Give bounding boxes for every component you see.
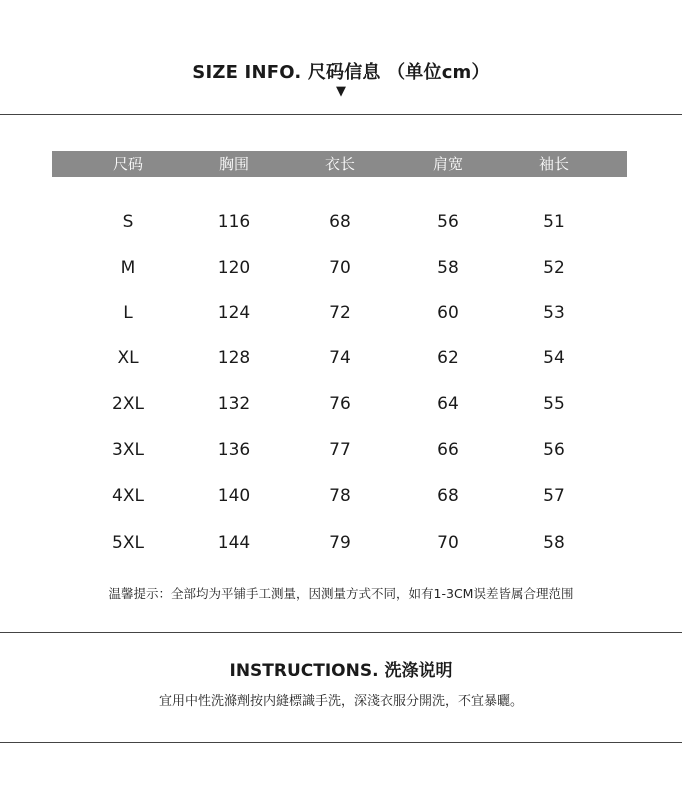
cell-chest: 136 [217, 440, 251, 460]
divider-top [0, 114, 682, 115]
cell-chest: 124 [217, 303, 251, 323]
measurement-note: 温馨提示：全部均为平铺手工测量，因测量方式不同，如有1-3CM误差皆属合理范围 [108, 586, 574, 601]
cell-shoulder: 68 [437, 486, 459, 506]
cell-sleeve: 53 [543, 303, 565, 323]
cell-shoulder: 58 [437, 258, 459, 278]
cell-shoulder: 62 [437, 348, 459, 368]
table-row [0, 438, 682, 462]
divider-bottom [0, 742, 682, 743]
cell-size: XL [117, 348, 139, 368]
cell-sleeve: 51 [543, 212, 565, 232]
cell-shoulder: 64 [437, 394, 459, 414]
size-table-header [52, 151, 627, 177]
cell-sleeve: 52 [543, 258, 565, 278]
cell-chest: 128 [217, 348, 251, 368]
cell-size: 4XL [112, 486, 144, 506]
cell-shoulder: 60 [437, 303, 459, 323]
cell-sleeve: 57 [543, 486, 565, 506]
cell-size: 5XL [112, 533, 144, 553]
instructions-text: 宜用中性洗滌劑按内縫標識手洗，深淺衣服分開洗，不宜暴曬。 [158, 694, 523, 709]
column-header-sleeve: 袖长 [538, 155, 569, 173]
cell-length: 70 [329, 258, 351, 278]
cell-length: 68 [329, 212, 351, 232]
table-row [0, 256, 682, 280]
column-header-shoulder: 肩宽 [432, 155, 463, 173]
table-row [0, 346, 682, 370]
table-row [0, 392, 682, 416]
cell-chest: 116 [217, 212, 251, 232]
cell-sleeve: 58 [543, 533, 565, 553]
cell-length: 74 [329, 348, 351, 368]
cell-length: 77 [329, 440, 351, 460]
cell-sleeve: 56 [543, 440, 565, 460]
cell-length: 72 [329, 303, 351, 323]
cell-length: 76 [329, 394, 351, 414]
cell-size: 3XL [112, 440, 144, 460]
size-info-title: SIZE INFO. 尺码信息 （单位cm） [192, 62, 490, 83]
down-arrow-icon: ▼ [336, 84, 346, 99]
cell-shoulder: 56 [437, 212, 459, 232]
cell-chest: 140 [217, 486, 251, 506]
instructions-title: INSTRUCTIONS. 洗涤说明 [229, 661, 453, 681]
cell-length: 79 [329, 533, 351, 553]
cell-chest: 120 [217, 258, 251, 278]
cell-size: L [123, 303, 133, 323]
cell-shoulder: 70 [437, 533, 459, 553]
cell-shoulder: 66 [437, 440, 459, 460]
cell-length: 78 [329, 486, 351, 506]
cell-sleeve: 55 [543, 394, 565, 414]
cell-size: 2XL [112, 394, 144, 414]
cell-chest: 132 [217, 394, 251, 414]
table-row [0, 484, 682, 508]
column-header-size: 尺码 [112, 155, 143, 173]
cell-size: S [122, 212, 134, 232]
cell-sleeve: 54 [543, 348, 565, 368]
cell-size: M [120, 258, 136, 278]
table-row [0, 210, 682, 234]
column-header-chest: 胸围 [218, 155, 249, 173]
column-header-length: 衣长 [324, 155, 355, 173]
table-row [0, 531, 682, 555]
table-row [0, 301, 682, 325]
cell-chest: 144 [217, 533, 251, 553]
divider-middle [0, 632, 682, 633]
